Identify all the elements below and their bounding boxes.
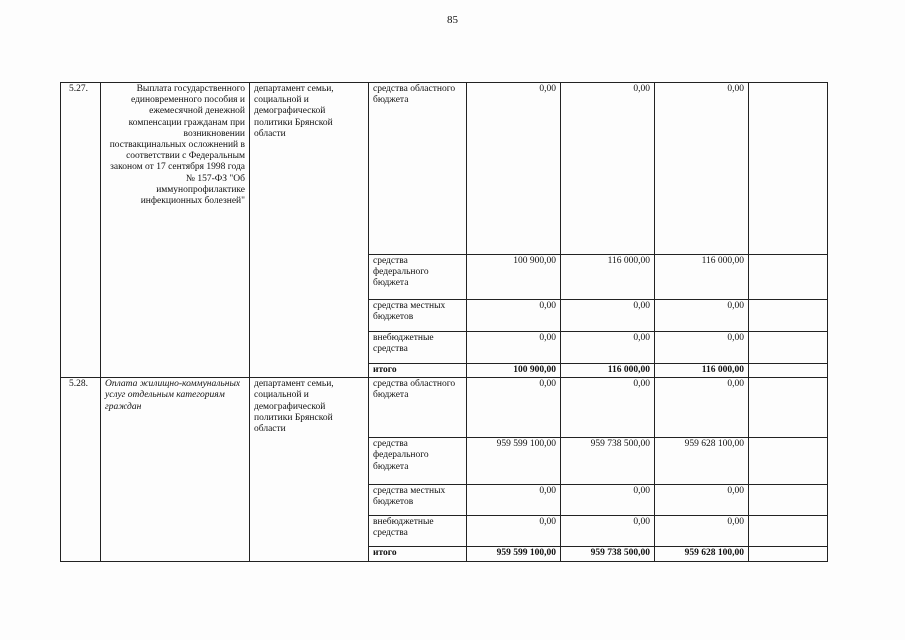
empty-cell <box>749 300 828 332</box>
value-year1: 0,00 <box>467 485 561 516</box>
value-year2: 0,00 <box>561 300 655 332</box>
source-label: средства областного бюджета <box>369 378 467 438</box>
value-year1: 0,00 <box>467 378 561 438</box>
value-year3: 0,00 <box>655 516 749 547</box>
source-label: внебюджетные средства <box>369 516 467 547</box>
value-year3: 959 628 100,00 <box>655 438 749 485</box>
value-year1: 0,00 <box>467 332 561 364</box>
value-year2: 0,00 <box>561 332 655 364</box>
source-label: средства федерального бюджета <box>369 255 467 300</box>
value-year2: 0,00 <box>561 378 655 438</box>
item-number: 5.27. <box>61 83 101 378</box>
value-year3: 0,00 <box>655 83 749 255</box>
value-year3: 0,00 <box>655 485 749 516</box>
empty-cell <box>749 332 828 364</box>
value-year1: 959 599 100,00 <box>467 438 561 485</box>
value-year1: 0,00 <box>467 516 561 547</box>
source-label: средства местных бюджетов <box>369 485 467 516</box>
item-executor: департамент семьи, социальной и демографической политики Брянской области <box>250 83 369 378</box>
value-year2: 959 738 500,00 <box>561 438 655 485</box>
budget-table <box>60 82 828 562</box>
item-description: Выплата государственного единовременного пособия и ежемесячной денежной компенсации гражданам при возникновении поствакцинальных осложнений в соответствии с Федеральным законом от 17 сентября 1998 года № 157-ФЗ "Об иммунопрофилактике инфекционных болезней" <box>101 83 250 378</box>
value-year2: 0,00 <box>561 83 655 255</box>
source-label: внебюджетные средства <box>369 332 467 364</box>
total-label: итого <box>369 547 467 562</box>
empty-cell <box>749 547 828 562</box>
value-year3: 116 000,00 <box>655 255 749 300</box>
item-description: Оплата жилищно-коммунальных услуг отдельным категориям граждан <box>101 378 250 562</box>
empty-cell <box>749 364 828 378</box>
value-year1: 0,00 <box>467 83 561 255</box>
empty-cell <box>749 516 828 547</box>
item-number: 5.28. <box>61 378 101 562</box>
total-label: итого <box>369 364 467 378</box>
table-row <box>61 83 828 255</box>
value-year3: 0,00 <box>655 300 749 332</box>
empty-cell <box>749 485 828 516</box>
source-label: средства местных бюджетов <box>369 300 467 332</box>
item-executor: департамент семьи, социальной и демографической политики Брянской области <box>250 378 369 562</box>
source-label: средства областного бюджета <box>369 83 467 255</box>
value-year3: 0,00 <box>655 332 749 364</box>
total-year1: 100 900,00 <box>467 364 561 378</box>
total-year3: 959 628 100,00 <box>655 547 749 562</box>
table-row <box>61 378 828 438</box>
value-year1: 100 900,00 <box>467 255 561 300</box>
total-year3: 116 000,00 <box>655 364 749 378</box>
value-year3: 0,00 <box>655 378 749 438</box>
value-year2: 0,00 <box>561 516 655 547</box>
total-year1: 959 599 100,00 <box>467 547 561 562</box>
source-label: средства федерального бюджета <box>369 438 467 485</box>
total-year2: 116 000,00 <box>561 364 655 378</box>
value-year2: 116 000,00 <box>561 255 655 300</box>
empty-cell <box>749 255 828 300</box>
empty-cell <box>749 378 828 438</box>
empty-cell <box>749 83 828 255</box>
value-year1: 0,00 <box>467 300 561 332</box>
total-year2: 959 738 500,00 <box>561 547 655 562</box>
value-year2: 0,00 <box>561 485 655 516</box>
page-number: 85 <box>447 14 458 26</box>
empty-cell <box>749 438 828 485</box>
